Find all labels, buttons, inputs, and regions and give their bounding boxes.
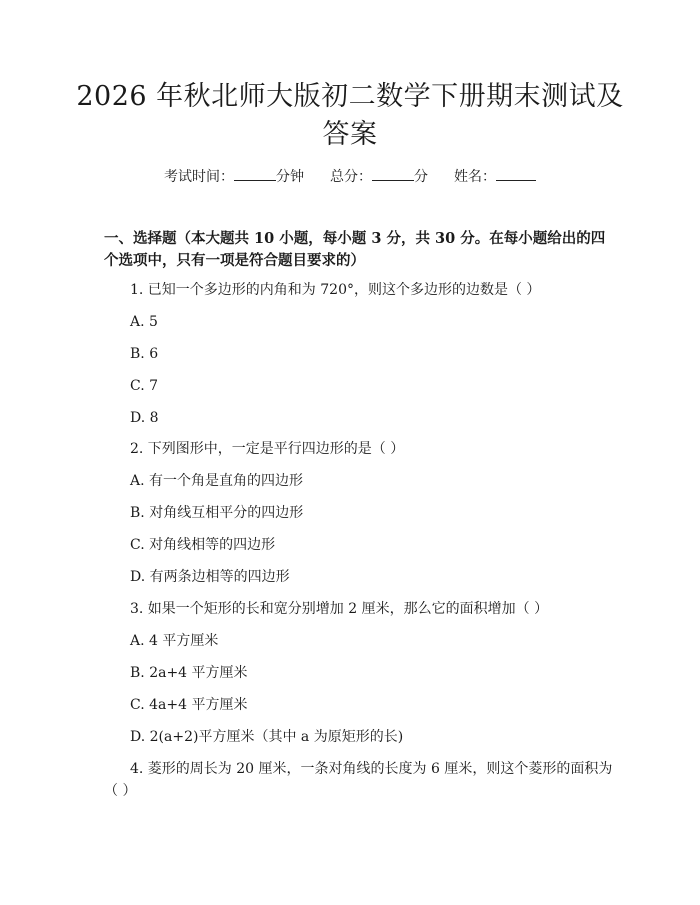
score-label: 总分： — [330, 169, 372, 185]
title-line-2: 答案 — [322, 119, 378, 150]
name-label: 姓名： — [454, 169, 496, 185]
section-heading: 一、选择题（本大题共 10 小题，每小题 3 分，共 30 分。在每小题给出的四个选项中，只有一项是符合题目要求的） — [104, 230, 606, 269]
title-line-1: 2026 年秋北师大版初二数学下册期末测试及 — [76, 81, 624, 112]
name-blank[interactable] — [496, 166, 536, 181]
time-blank[interactable] — [234, 166, 276, 181]
question-1-option-c: C. 7 — [130, 378, 159, 394]
score-unit: 分 — [414, 169, 428, 185]
question-1-option-d: D. 8 — [130, 410, 159, 426]
question-1-option-b: B. 6 — [130, 346, 159, 362]
question-2-option-c: C. 对角线相等的四边形 — [130, 537, 276, 553]
time-unit: 分钟 — [276, 169, 304, 185]
question-3-option-a: A. 4 平方厘米 — [130, 633, 219, 649]
question-2-option-a: A. 有一个角是直角的四边形 — [130, 473, 304, 489]
exam-info — [0, 166, 700, 188]
question-3-option-b: B. 2a+4 平方厘米 — [130, 665, 248, 681]
question-3-option-d: D. 2(a+2)平方厘米（其中 a 为原矩形的长) — [130, 729, 404, 745]
question-2-option-d: D. 有两条边相等的四边形 — [130, 569, 290, 585]
time-label: 考试时间： — [164, 169, 234, 185]
question-2-stem: 2. 下列图形中，一定是平行四边形的是（ ） — [130, 441, 405, 457]
question-3-stem: 3. 如果一个矩形的长和宽分别增加 2 厘米，那么它的面积增加（ ） — [130, 601, 549, 617]
score-blank[interactable] — [372, 166, 414, 181]
question-1-option-a: A. 5 — [130, 314, 158, 330]
question-4-stem: 4. 菱形的周长为 20 厘米，一条对角线的长度为 6 厘米，则这个菱形的面积为（ ） — [104, 761, 613, 799]
question-3-option-c: C. 4a+4 平方厘米 — [130, 697, 248, 713]
document-title — [60, 78, 640, 154]
question-1-stem: 1. 已知一个多边形的内角和为 720°，则这个多边形的边数是（ ） — [130, 282, 541, 298]
question-2-option-b: B. 对角线互相平分的四边形 — [130, 505, 304, 521]
